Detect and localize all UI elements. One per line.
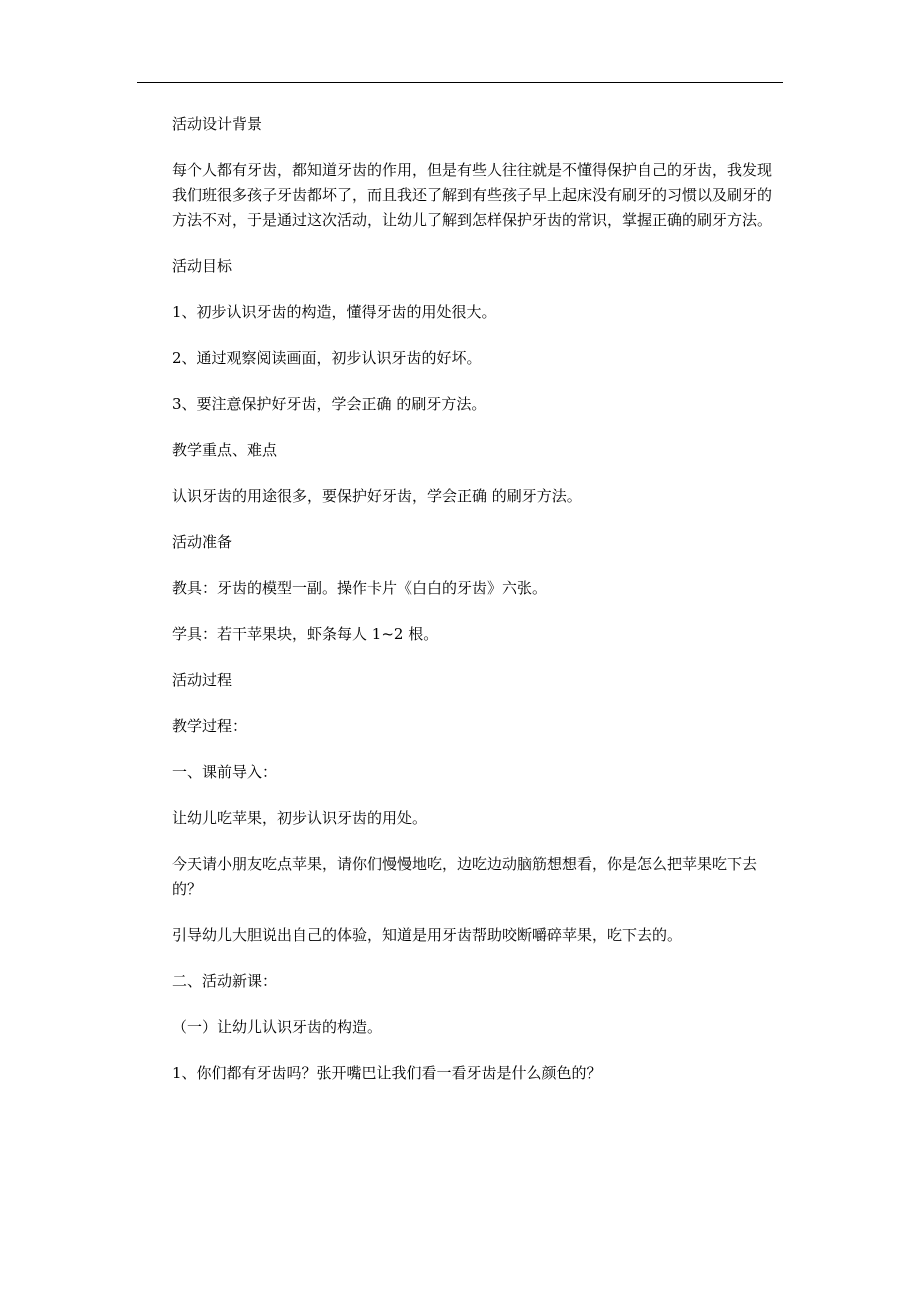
section-1-task: 让幼儿吃苹果，初步认识牙齿的用处。: [172, 809, 428, 827]
section-1-paragraph: 今天请小朋友吃点苹果，请你们慢慢地吃，边吃边动脑筋想想看，你是怎么把苹果吃下去的？: [172, 855, 758, 898]
section-2-title: 二、活动新课：: [172, 972, 278, 990]
learning-aids: 学具：若干苹果块，虾条每人 1~2 根。: [172, 625, 439, 643]
heading-background: 活动设计背景: [172, 115, 263, 133]
goal-item-1: 1、初步认识牙齿的构造，懂得牙齿的用处很大。: [172, 303, 497, 321]
teaching-process: 教学过程：: [172, 717, 248, 735]
heading-preparation: 活动准备: [172, 533, 233, 551]
background-paragraph: 每个人都有牙齿，都知道牙齿的作用，但是有些人往往就是不懂得保护自己的牙齿，我发现我们班很多孩子牙齿都坏了，而且我还了解到有些孩子早上起床没有刷牙的习惯以及刷牙的方法不对，于是通过这次活动，让幼儿了解到怎样保护牙齿的常识，掌握正确的刷牙方法。: [172, 161, 773, 229]
section-1-guide: 引导幼儿大胆说出自己的体验，知道是用牙齿帮助咬断嚼碎苹果，吃下去的。: [172, 926, 683, 944]
heading-process: 活动过程: [172, 671, 233, 689]
goal-item-3: 3、要注意保护好牙齿，学会正确 的刷牙方法。: [172, 395, 487, 413]
teaching-aids: 教具：牙齿的模型一副。操作卡片《白白的牙齿》六张。: [172, 579, 548, 597]
header-rule: [137, 82, 783, 83]
section-2-subtitle-1: （一）让幼儿认识牙齿的构造。: [172, 1018, 383, 1036]
key-points: 认识牙齿的用途很多，要保护好牙齿，学会正确 的刷牙方法。: [172, 487, 582, 505]
goal-item-2: 2、通过观察阅读画面，初步认识牙齿的好坏。: [172, 349, 482, 367]
document-body: [172, 112, 783, 1107]
heading-goals: 活动目标: [172, 257, 233, 275]
heading-key-points: 教学重点、难点: [172, 441, 278, 459]
section-2-question-1: 1、你们都有牙齿吗？张开嘴巴让我们看一看牙齿是什么颜色的？: [172, 1064, 602, 1082]
section-1-title: 一、课前导入：: [172, 763, 278, 781]
